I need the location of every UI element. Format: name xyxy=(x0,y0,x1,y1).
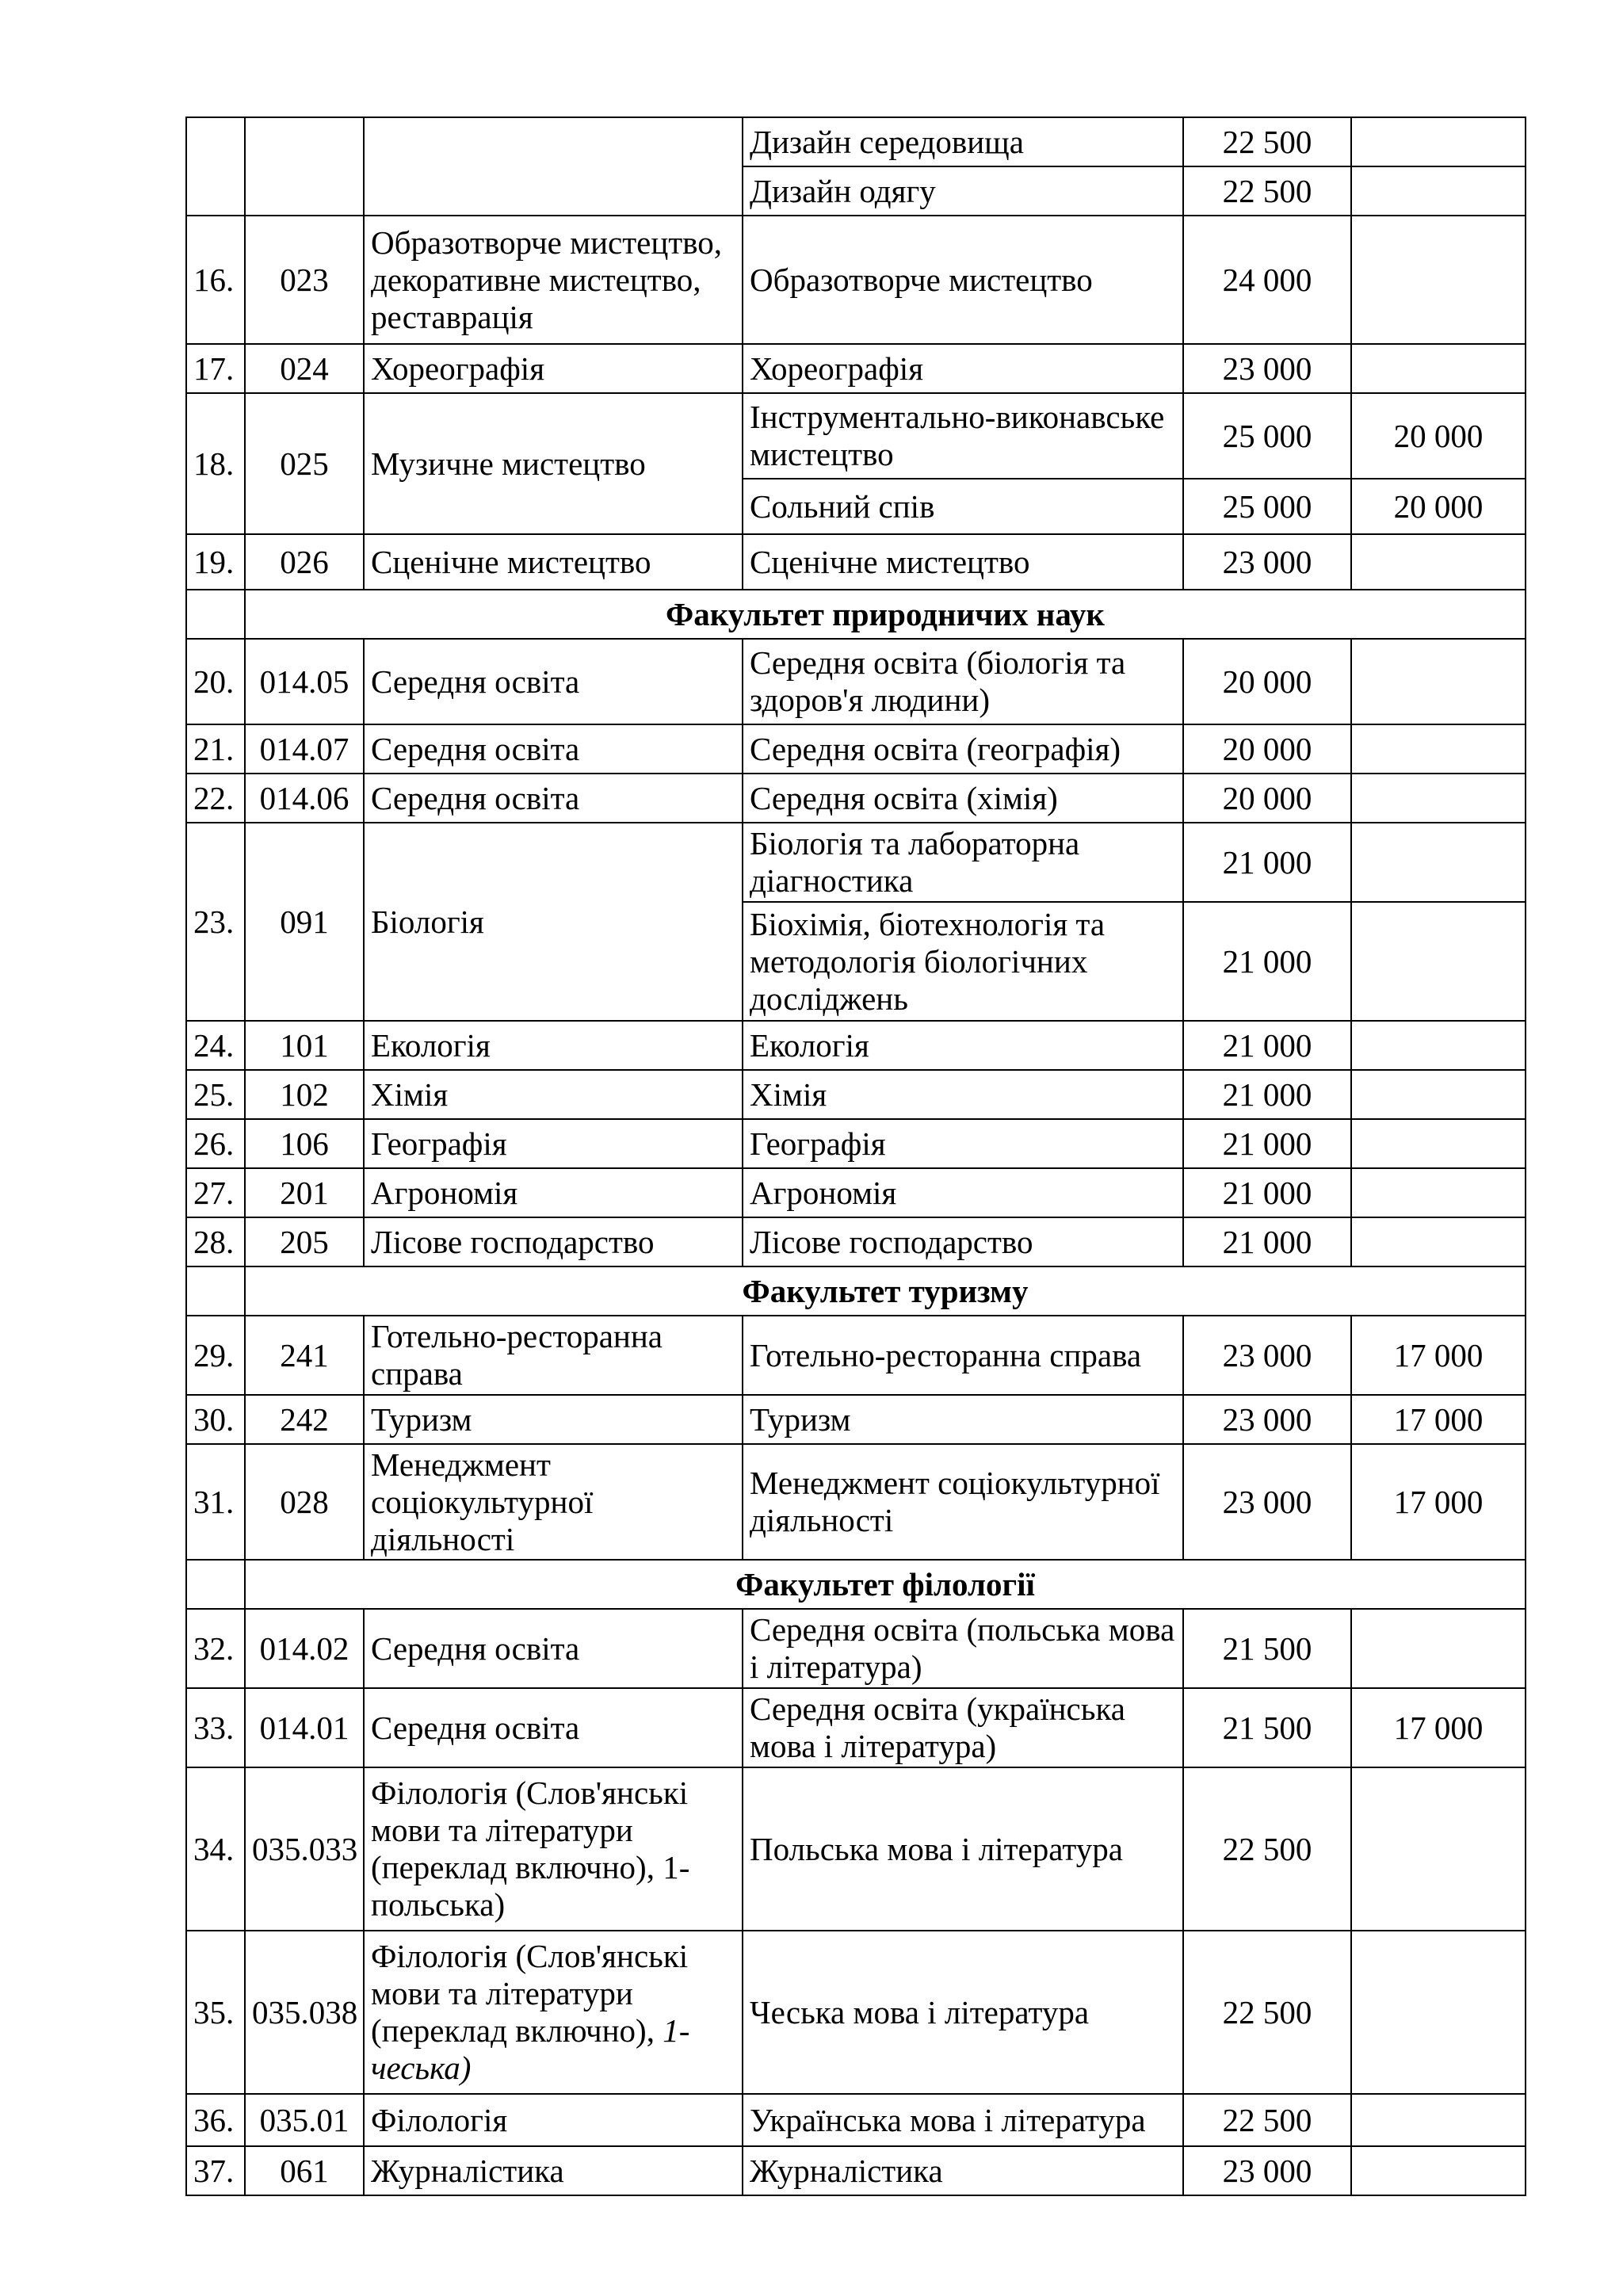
table-row xyxy=(186,724,1526,774)
program-name: Готельно-ресторанна справа xyxy=(743,1316,1183,1395)
program-name: Екологія xyxy=(743,1021,1183,1070)
table-row xyxy=(186,1168,1526,1217)
faculty-blank-cell xyxy=(186,590,245,639)
program-name: Чеська мова і література xyxy=(743,1931,1183,2094)
specialty-code: 061 xyxy=(245,2146,364,2195)
specialty-code: 014.05 xyxy=(245,639,364,724)
fee-value-secondary xyxy=(1351,2094,1526,2146)
program-name: Географія xyxy=(743,1119,1183,1168)
specialty-name: Географія xyxy=(364,1119,743,1168)
specialty-code: 014.06 xyxy=(245,774,364,823)
program-name: Туризм xyxy=(743,1395,1183,1444)
fee-value-secondary xyxy=(1351,724,1526,774)
faculty-header-row xyxy=(186,1560,1526,1609)
specialty-code: 106 xyxy=(245,1119,364,1168)
fee-value: 23 000 xyxy=(1183,534,1351,590)
fee-value-secondary: 20 000 xyxy=(1351,393,1526,479)
specialty-name: Середня освіта xyxy=(364,1609,743,1688)
specialty-code: 026 xyxy=(245,534,364,590)
specialty-code: 091 xyxy=(245,823,364,1021)
faculty-title: Факультет туризму xyxy=(245,1266,1526,1316)
specialty-code: 102 xyxy=(245,1070,364,1119)
row-number: 37. xyxy=(186,2146,245,2195)
specialty-name: Середня освіта xyxy=(364,724,743,774)
table-row xyxy=(186,1316,1526,1395)
program-name: Біологія та лабораторна діагностика xyxy=(743,823,1183,902)
program-name: Середня освіта (географія) xyxy=(743,724,1183,774)
fee-value: 21 000 xyxy=(1183,1119,1351,1168)
specialty-name: Філологія xyxy=(364,2094,743,2146)
program-name: Хореографія xyxy=(743,344,1183,393)
row-number: 23. xyxy=(186,823,245,1021)
fee-value-secondary: 17 000 xyxy=(1351,1316,1526,1395)
specialty-name: Середня освіта xyxy=(364,1688,743,1767)
program-name: Українська мова і література xyxy=(743,2094,1183,2146)
specialty-name: Менеджмент соціокультурної діяльності xyxy=(364,1444,743,1560)
specialty-name: Туризм xyxy=(364,1395,743,1444)
fee-value-secondary xyxy=(1351,1168,1526,1217)
program-name: Хімія xyxy=(743,1070,1183,1119)
fee-value: 22 500 xyxy=(1183,1767,1351,1931)
specialty-name: Хореографія xyxy=(364,344,743,393)
fee-value: 21 000 xyxy=(1183,902,1351,1021)
program-name: Інструментально-виконавське мистецтво xyxy=(743,393,1183,479)
fee-value: 20 000 xyxy=(1183,639,1351,724)
fee-value: 21 000 xyxy=(1183,1070,1351,1119)
table-row xyxy=(186,1444,1526,1560)
specialty-code: 024 xyxy=(245,344,364,393)
row-number: 17. xyxy=(186,344,245,393)
fee-value: 21 500 xyxy=(1183,1688,1351,1767)
faculty-blank-cell xyxy=(186,1560,245,1609)
program-name: Менеджмент соціокультурної діяльності xyxy=(743,1444,1183,1560)
row-number: 20. xyxy=(186,639,245,724)
row-number: 26. xyxy=(186,1119,245,1168)
program-name: Журналістика xyxy=(743,2146,1183,2195)
faculty-header-row xyxy=(186,590,1526,639)
program-name: Середня освіта (хімія) xyxy=(743,774,1183,823)
fee-value: 21 000 xyxy=(1183,1021,1351,1070)
fee-value: 21 000 xyxy=(1183,1217,1351,1266)
program-name: Середня освіта (українська мова і література) xyxy=(743,1688,1183,1767)
fee-value-secondary xyxy=(1351,1119,1526,1168)
specialty-name: Біологія xyxy=(364,823,743,1021)
row-number: 35. xyxy=(186,1931,245,2094)
faculty-blank-cell xyxy=(186,1266,245,1316)
fee-value: 21 000 xyxy=(1183,823,1351,902)
specialty-code: 035.033 xyxy=(245,1767,364,1931)
faculty-title: Факультет філології xyxy=(245,1560,1526,1609)
row-number: 36. xyxy=(186,2094,245,2146)
specialty-code: 028 xyxy=(245,1444,364,1560)
row-number xyxy=(186,117,245,216)
specialty-name: Музичне мистецтво xyxy=(364,393,743,534)
table-row xyxy=(186,2094,1526,2146)
program-name: Сценічне мистецтво xyxy=(743,534,1183,590)
tuition-fee-table xyxy=(185,117,1526,2196)
fee-value: 22 500 xyxy=(1183,1931,1351,2094)
table-row xyxy=(186,1931,1526,2094)
fee-value: 20 000 xyxy=(1183,724,1351,774)
table-row xyxy=(186,344,1526,393)
fee-value-secondary xyxy=(1351,902,1526,1021)
fee-value-secondary xyxy=(1351,1021,1526,1070)
table-row xyxy=(186,1395,1526,1444)
row-number: 28. xyxy=(186,1217,245,1266)
fee-value: 20 000 xyxy=(1183,774,1351,823)
program-name: Біохімія, біотехнологія та методологія біологічних досліджень xyxy=(743,902,1183,1021)
specialty-name xyxy=(364,1931,743,2094)
fee-value-secondary xyxy=(1351,823,1526,902)
program-name: Середня освіта (польська мова і література) xyxy=(743,1609,1183,1688)
specialty-code: 101 xyxy=(245,1021,364,1070)
specialty-name: Сценічне мистецтво xyxy=(364,534,743,590)
row-number: 19. xyxy=(186,534,245,590)
fee-value-secondary: 20 000 xyxy=(1351,479,1526,534)
row-number: 25. xyxy=(186,1070,245,1119)
fee-value: 23 000 xyxy=(1183,1316,1351,1395)
fee-value-secondary xyxy=(1351,166,1526,216)
table-row xyxy=(186,1688,1526,1767)
fee-value-secondary xyxy=(1351,1217,1526,1266)
fee-value-secondary xyxy=(1351,639,1526,724)
program-name: Агрономія xyxy=(743,1168,1183,1217)
row-number: 24. xyxy=(186,1021,245,1070)
fee-value-secondary: 17 000 xyxy=(1351,1395,1526,1444)
row-number: 22. xyxy=(186,774,245,823)
row-number: 33. xyxy=(186,1688,245,1767)
specialty-name: Середня освіта xyxy=(364,774,743,823)
row-number: 18. xyxy=(186,393,245,534)
specialty-code: 035.038 xyxy=(245,1931,364,2094)
row-number: 34. xyxy=(186,1767,245,1931)
specialty-code: 014.01 xyxy=(245,1688,364,1767)
fee-value: 22 500 xyxy=(1183,117,1351,166)
fee-value: 24 000 xyxy=(1183,216,1351,344)
fee-value-secondary xyxy=(1351,344,1526,393)
fee-value-secondary xyxy=(1351,1767,1526,1931)
specialty-name-part: Філологія (Слов'янські мови та літератури (переклад включно), xyxy=(371,1938,689,2049)
program-name: Лісове господарство xyxy=(743,1217,1183,1266)
specialty-code: 201 xyxy=(245,1168,364,1217)
specialty-name: Хімія xyxy=(364,1070,743,1119)
specialty-code: 241 xyxy=(245,1316,364,1395)
fee-value: 22 500 xyxy=(1183,2094,1351,2146)
specialty-code: 014.07 xyxy=(245,724,364,774)
faculty-header-row xyxy=(186,1266,1526,1316)
table-row xyxy=(186,823,1526,902)
row-number: 27. xyxy=(186,1168,245,1217)
specialty-name: Образотворче мистецтво, декоративне мистецтво, реставрація xyxy=(364,216,743,344)
table-row xyxy=(186,1119,1526,1168)
fee-value-secondary: 17 000 xyxy=(1351,1444,1526,1560)
table-row xyxy=(186,216,1526,344)
row-number: 16. xyxy=(186,216,245,344)
fee-value: 22 500 xyxy=(1183,166,1351,216)
row-number: 21. xyxy=(186,724,245,774)
specialty-name: Журналістика xyxy=(364,2146,743,2195)
table-row xyxy=(186,1217,1526,1266)
specialty-code: 023 xyxy=(245,216,364,344)
row-number: 30. xyxy=(186,1395,245,1444)
faculty-title: Факультет природничих наук xyxy=(245,590,1526,639)
specialty-name xyxy=(364,117,743,216)
specialty-code: 014.02 xyxy=(245,1609,364,1688)
specialty-name: Агрономія xyxy=(364,1168,743,1217)
fee-value: 25 000 xyxy=(1183,393,1351,479)
table-row xyxy=(186,534,1526,590)
fee-value-secondary xyxy=(1351,1609,1526,1688)
specialty-name-italic-part: 1-чеська) xyxy=(371,2012,690,2086)
fee-value: 23 000 xyxy=(1183,1444,1351,1560)
fee-value: 21 500 xyxy=(1183,1609,1351,1688)
row-number: 29. xyxy=(186,1316,245,1395)
fee-value-secondary xyxy=(1351,774,1526,823)
specialty-code: 035.01 xyxy=(245,2094,364,2146)
table-row xyxy=(186,639,1526,724)
fee-value: 23 000 xyxy=(1183,2146,1351,2195)
fee-value: 23 000 xyxy=(1183,344,1351,393)
table-row xyxy=(186,117,1526,166)
specialty-name: Лісове господарство xyxy=(364,1217,743,1266)
table-row xyxy=(186,1070,1526,1119)
fee-value: 21 000 xyxy=(1183,1168,1351,1217)
fee-value: 25 000 xyxy=(1183,479,1351,534)
program-name: Дизайн одягу xyxy=(743,166,1183,216)
program-name: Польська мова і література xyxy=(743,1767,1183,1931)
specialty-code xyxy=(245,117,364,216)
specialty-name: Середня освіта xyxy=(364,639,743,724)
row-number: 31. xyxy=(186,1444,245,1560)
table-row xyxy=(186,2146,1526,2195)
fee-value-secondary xyxy=(1351,534,1526,590)
program-name: Образотворче мистецтво xyxy=(743,216,1183,344)
specialty-code: 242 xyxy=(245,1395,364,1444)
specialty-name: Готельно-ресторанна справа xyxy=(364,1316,743,1395)
program-name: Сольний спів xyxy=(743,479,1183,534)
fee-value-secondary xyxy=(1351,1931,1526,2094)
table-row xyxy=(186,1021,1526,1070)
table-row xyxy=(186,1609,1526,1688)
fee-value: 23 000 xyxy=(1183,1395,1351,1444)
fee-value-secondary: 17 000 xyxy=(1351,1688,1526,1767)
specialty-code: 025 xyxy=(245,393,364,534)
table-row xyxy=(186,1767,1526,1931)
specialty-name: Філологія (Слов'янські мови та літератури (переклад включно), 1-польська) xyxy=(364,1767,743,1931)
fee-value-secondary xyxy=(1351,2146,1526,2195)
specialty-code: 205 xyxy=(245,1217,364,1266)
table-row xyxy=(186,774,1526,823)
table-row xyxy=(186,393,1526,479)
specialty-name: Екологія xyxy=(364,1021,743,1070)
fee-value-secondary xyxy=(1351,216,1526,344)
fee-value-secondary xyxy=(1351,1070,1526,1119)
program-name: Середня освіта (біологія та здоров'я людини) xyxy=(743,639,1183,724)
fee-value-secondary xyxy=(1351,117,1526,166)
row-number: 32. xyxy=(186,1609,245,1688)
program-name: Дизайн середовища xyxy=(743,117,1183,166)
